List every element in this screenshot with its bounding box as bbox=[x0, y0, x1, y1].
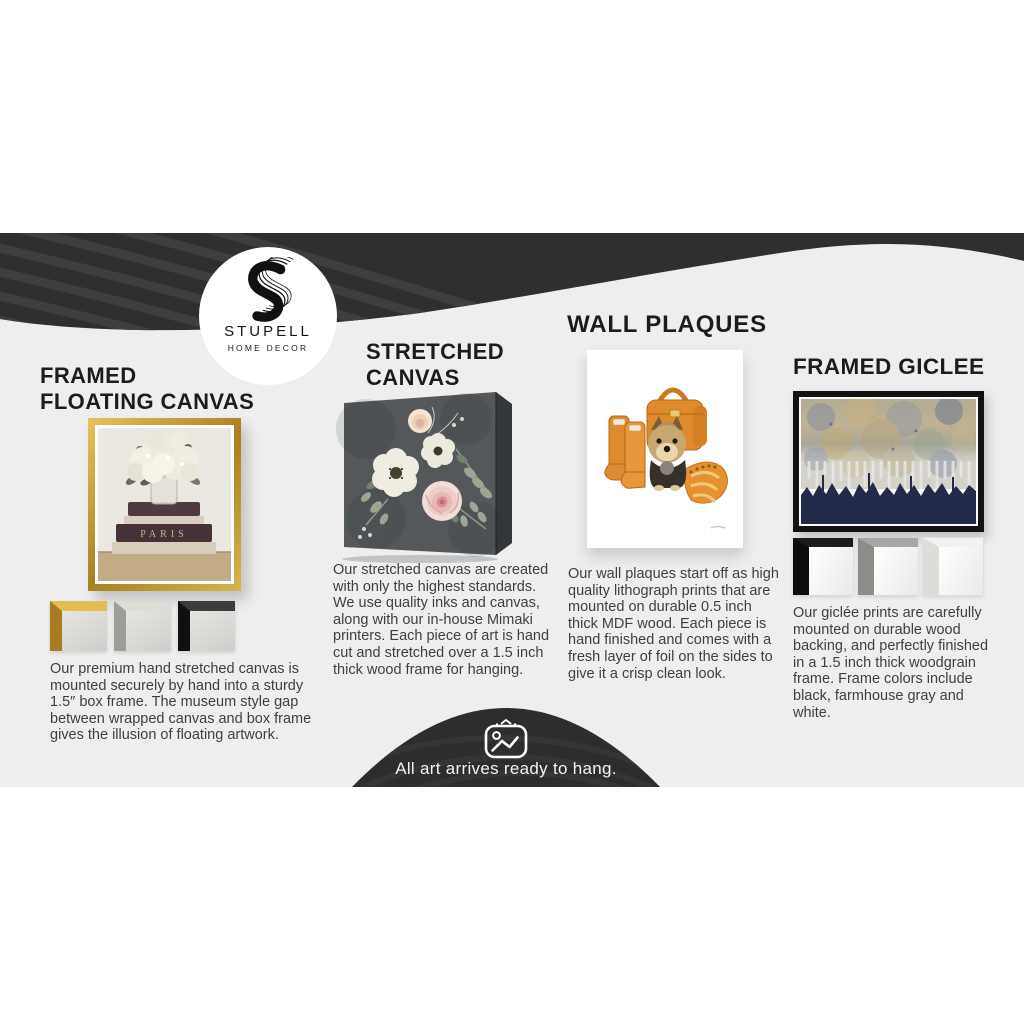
stupell-s-swoosh-icon bbox=[236, 257, 300, 323]
giclee-gray-frame-swatch bbox=[858, 538, 918, 595]
floating-canvas-heading-line2: FLOATING CANVAS bbox=[40, 389, 255, 414]
stupell-logo-badge bbox=[199, 247, 337, 385]
floating-canvas-description: Our premium hand stretched canvas is mounted securely by hand into a sturdy 1.5″ box frame. The museum style gap between wrapped canvas and box frame gives the illusion of floating artwork. bbox=[50, 661, 312, 744]
floating-canvas-art-illustration bbox=[98, 428, 231, 581]
floating-canvas-heading-line1: FRAMED bbox=[40, 363, 137, 388]
giclee-frame-options bbox=[793, 538, 983, 595]
wall-plaques-heading: WALL PLAQUES bbox=[567, 311, 767, 338]
stretched-canvas-product-image bbox=[336, 389, 522, 563]
floating-canvas-heading bbox=[40, 363, 254, 415]
stretched-canvas-heading bbox=[366, 339, 504, 391]
wall-plaques-description: Our wall plaques start off as high quality lithograph prints that are mounted on durable 0.5 inch thick MDF wood. Each piece is hand finished and comes with a fresh layer of foil on the sides to give it a crisp clean look. bbox=[568, 566, 779, 682]
stretched-canvas-description: Our stretched canvas are created with only the highest standards. We use quality inks and canvas, along with our in-house Mimaki printers. Each piece of art is hand cut and stretched over a 1.5 inch thick wood frame for hanging. bbox=[333, 562, 550, 678]
ready-to-hang-message: All art arrives ready to hang. bbox=[395, 759, 617, 778]
ready-to-hang-banner bbox=[352, 707, 660, 787]
silver-frame-swatch bbox=[114, 601, 171, 651]
floating-canvas-artwork bbox=[95, 425, 234, 584]
gold-frame-swatch bbox=[50, 601, 107, 651]
top-wave-band bbox=[0, 233, 1024, 345]
framed-giclee-heading: FRAMED GICLEE bbox=[793, 354, 985, 379]
brand-name: STUPELL bbox=[224, 323, 312, 340]
giclee-black-frame-swatch bbox=[793, 538, 853, 595]
giclee-white-frame-swatch bbox=[923, 538, 983, 595]
wall-plaque-product-image bbox=[587, 350, 743, 548]
framed-picture-icon bbox=[484, 719, 528, 759]
brand-tagline: HOME DECOR bbox=[227, 343, 309, 353]
black-frame-swatch bbox=[178, 601, 235, 651]
framed-giclee-product-image bbox=[793, 391, 984, 532]
floating-canvas-product-image bbox=[88, 418, 241, 591]
stretched-canvas-heading-line2: CANVAS bbox=[366, 365, 460, 390]
floating-frame-options bbox=[50, 601, 235, 651]
paris-book-label: PARIS bbox=[140, 529, 188, 540]
stretched-canvas-heading-line1: STRETCHED bbox=[366, 339, 505, 364]
framed-giclee-description: Our giclée prints are carefully mounted on durable wood backing, and perfectly finished in a 1.5 inch thick woodgrain frame. Frame colors include black, farmhouse gray and white. bbox=[793, 605, 989, 721]
framed-giclee-art-illustration bbox=[801, 399, 976, 524]
wall-plaque-art-illustration bbox=[593, 356, 737, 542]
